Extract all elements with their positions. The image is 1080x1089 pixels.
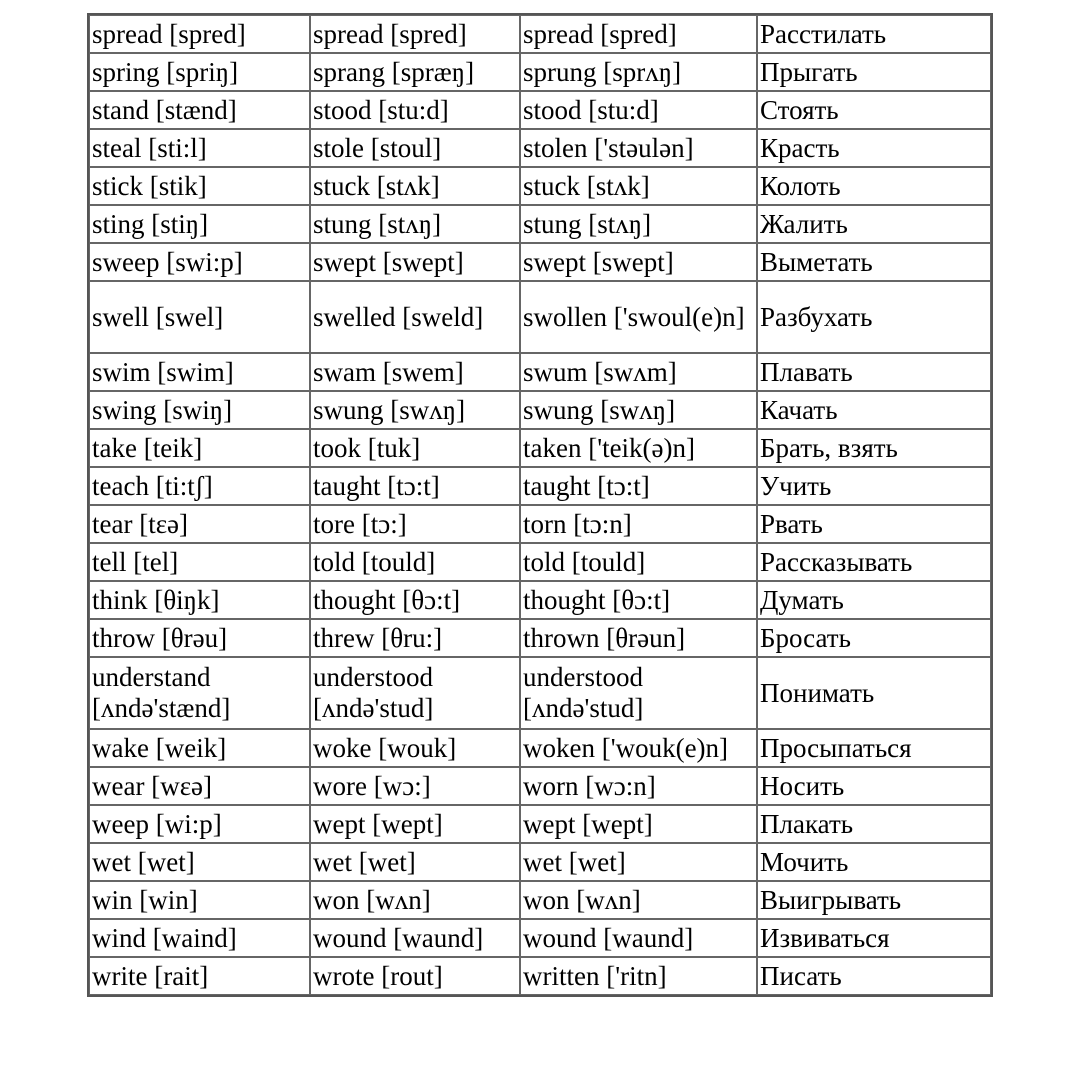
past-participle-cell: swept [swept]: [520, 243, 757, 281]
translation-cell: Носить: [757, 767, 991, 805]
table-row: [89, 619, 991, 657]
table-row: [89, 729, 991, 767]
table-row: [89, 881, 991, 919]
past-simple-cell: wore [wɔ:]: [310, 767, 520, 805]
table-row: [89, 53, 991, 91]
past-participle-cell: told [tould]: [520, 543, 757, 581]
translation-cell: Рвать: [757, 505, 991, 543]
table-body: [89, 15, 991, 995]
translation-cell: Стоять: [757, 91, 991, 129]
base-form-cell: write [rait]: [89, 957, 310, 995]
translation-cell: Понимать: [757, 657, 991, 729]
past-simple-cell: swung [swʌŋ]: [310, 391, 520, 429]
table-row: [89, 91, 991, 129]
past-participle-cell: sprung [sprʌŋ]: [520, 53, 757, 91]
past-participle-cell: wound [waund]: [520, 919, 757, 957]
past-participle-cell: wet [wet]: [520, 843, 757, 881]
translation-cell: Плавать: [757, 353, 991, 391]
base-form-cell: teach [ti:tʃ]: [89, 467, 310, 505]
past-participle-cell: thrown [θrəun]: [520, 619, 757, 657]
irregular-verbs-table: [87, 13, 993, 997]
translation-cell: Прыгать: [757, 53, 991, 91]
base-form-cell: stand [stænd]: [89, 91, 310, 129]
translation-cell: Рассказывать: [757, 543, 991, 581]
past-participle-cell: taught [tɔ:t]: [520, 467, 757, 505]
translation-cell: Качать: [757, 391, 991, 429]
past-participle-cell: taken ['teik(ə)n]: [520, 429, 757, 467]
base-form-cell: spread [spred]: [89, 15, 310, 53]
past-simple-cell: threw [θru:]: [310, 619, 520, 657]
past-simple-cell: wrote [rout]: [310, 957, 520, 995]
translation-cell: Просыпаться: [757, 729, 991, 767]
translation-cell: Красть: [757, 129, 991, 167]
past-simple-cell: wet [wet]: [310, 843, 520, 881]
table-row: [89, 581, 991, 619]
table-row: [89, 167, 991, 205]
past-simple-cell: wept [wept]: [310, 805, 520, 843]
translation-cell: Учить: [757, 467, 991, 505]
past-simple-cell: won [wʌn]: [310, 881, 520, 919]
past-participle-cell: stolen ['stəulən]: [520, 129, 757, 167]
translation-cell: Расстилать: [757, 15, 991, 53]
past-simple-cell: stole [stoul]: [310, 129, 520, 167]
base-form-cell: win [win]: [89, 881, 310, 919]
past-participle-cell: stuck [stʌk]: [520, 167, 757, 205]
past-simple-cell: stuck [stʌk]: [310, 167, 520, 205]
past-participle-cell: stung [stʌŋ]: [520, 205, 757, 243]
past-participle-cell: worn [wɔ:n]: [520, 767, 757, 805]
translation-cell: Бросать: [757, 619, 991, 657]
base-form-cell: wet [wet]: [89, 843, 310, 881]
base-form-cell: wake [weik]: [89, 729, 310, 767]
base-form-cell: steal [sti:l]: [89, 129, 310, 167]
table-row: [89, 129, 991, 167]
base-form-cell: wind [waind]: [89, 919, 310, 957]
past-participle-cell: torn [tɔ:n]: [520, 505, 757, 543]
base-form-cell: stick [stik]: [89, 167, 310, 205]
table-row: [89, 429, 991, 467]
table-row: [89, 543, 991, 581]
table-row: [89, 281, 991, 353]
translation-cell: Выметать: [757, 243, 991, 281]
base-form-cell: weep [wi:p]: [89, 805, 310, 843]
past-simple-cell: stung [stʌŋ]: [310, 205, 520, 243]
base-form-cell: sting [stiŋ]: [89, 205, 310, 243]
table-row: [89, 467, 991, 505]
translation-cell: Жалить: [757, 205, 991, 243]
base-form-cell: take [teik]: [89, 429, 310, 467]
table-row: [89, 243, 991, 281]
table-row: [89, 205, 991, 243]
past-simple-cell: told [tould]: [310, 543, 520, 581]
base-form-cell: swell [swel]: [89, 281, 310, 353]
past-simple-cell: understood [ʌndə'stud]: [310, 657, 520, 729]
past-simple-cell: stood [stu:d]: [310, 91, 520, 129]
translation-cell: Писать: [757, 957, 991, 995]
table-row: [89, 505, 991, 543]
past-simple-cell: wound [waund]: [310, 919, 520, 957]
table-row: [89, 919, 991, 957]
past-simple-cell: thought [θɔ:t]: [310, 581, 520, 619]
base-form-cell: wear [wɛə]: [89, 767, 310, 805]
past-simple-cell: woke [wouk]: [310, 729, 520, 767]
base-form-cell: throw [θrəu]: [89, 619, 310, 657]
base-form-cell: understand [ʌndə'stænd]: [89, 657, 310, 729]
translation-cell: Выигрывать: [757, 881, 991, 919]
table-row: [89, 805, 991, 843]
table-row: [89, 391, 991, 429]
past-participle-cell: swung [swʌŋ]: [520, 391, 757, 429]
base-form-cell: sweep [swi:p]: [89, 243, 310, 281]
table-row: [89, 353, 991, 391]
past-participle-cell: swollen ['swoul(e)n]: [520, 281, 757, 353]
base-form-cell: think [θiŋk]: [89, 581, 310, 619]
past-participle-cell: stood [stu:d]: [520, 91, 757, 129]
past-simple-cell: swept [swept]: [310, 243, 520, 281]
past-simple-cell: taught [tɔ:t]: [310, 467, 520, 505]
past-participle-cell: understood [ʌndə'stud]: [520, 657, 757, 729]
translation-cell: Разбухать: [757, 281, 991, 353]
past-participle-cell: wept [wept]: [520, 805, 757, 843]
translation-cell: Извиваться: [757, 919, 991, 957]
translation-cell: Брать, взять: [757, 429, 991, 467]
base-form-cell: tear [tɛə]: [89, 505, 310, 543]
translation-cell: Мочить: [757, 843, 991, 881]
base-form-cell: tell [tel]: [89, 543, 310, 581]
table-row: [89, 957, 991, 995]
table-row: [89, 657, 991, 729]
base-form-cell: spring [spriŋ]: [89, 53, 310, 91]
past-participle-cell: thought [θɔ:t]: [520, 581, 757, 619]
table-row: [89, 15, 991, 53]
translation-cell: Думать: [757, 581, 991, 619]
base-form-cell: swim [swim]: [89, 353, 310, 391]
translation-cell: Плакать: [757, 805, 991, 843]
past-simple-cell: took [tuk]: [310, 429, 520, 467]
past-participle-cell: woken ['wouk(e)n]: [520, 729, 757, 767]
past-simple-cell: swelled [sweld]: [310, 281, 520, 353]
past-simple-cell: tore [tɔ:]: [310, 505, 520, 543]
past-participle-cell: spread [spred]: [520, 15, 757, 53]
table-row: [89, 767, 991, 805]
past-participle-cell: written ['ritn]: [520, 957, 757, 995]
past-simple-cell: sprang [spræŋ]: [310, 53, 520, 91]
past-simple-cell: spread [spred]: [310, 15, 520, 53]
base-form-cell: swing [swiŋ]: [89, 391, 310, 429]
past-participle-cell: won [wʌn]: [520, 881, 757, 919]
past-participle-cell: swum [swʌm]: [520, 353, 757, 391]
translation-cell: Колоть: [757, 167, 991, 205]
past-simple-cell: swam [swem]: [310, 353, 520, 391]
table-row: [89, 843, 991, 881]
